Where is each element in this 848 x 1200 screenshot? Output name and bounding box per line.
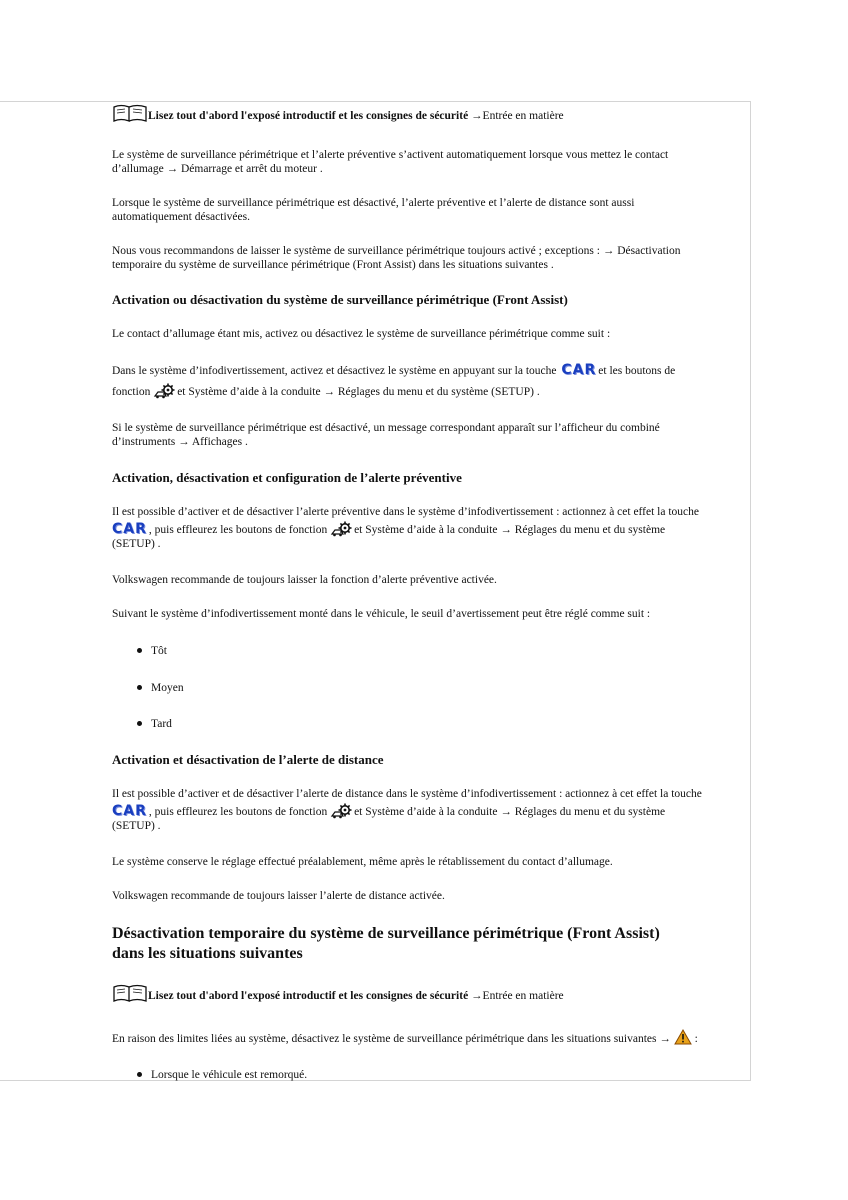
paragraph-line-link[interactable]: temporaire du système de surveillance périmétrique (Front Assist) dans les situations suivantes . <box>112 259 554 271</box>
book-icon <box>112 984 148 1002</box>
paragraph-text: fonction <box>112 386 151 398</box>
paragraph-vw-recommend-distance: Volkswagen recommande de toujours laisser l’alerte de distance activée. <box>112 890 445 902</box>
paragraph-auto-activation <box>112 148 738 176</box>
paragraph-line: (SETUP) . <box>112 538 161 550</box>
list-item-threshold <box>137 681 184 695</box>
list-item-text: Tard <box>151 718 172 730</box>
list-item-text: Moyen <box>151 682 184 694</box>
paragraph-setting-kept: Le système conserve le réglage effectué préalablement, même après le rétablissement du contact d’allumage. <box>112 856 613 868</box>
paragraph-line: (SETUP) . <box>112 820 161 832</box>
gear-car-icon <box>330 521 354 537</box>
paragraph-distance-config <box>112 787 738 833</box>
safety-note-link[interactable]: →Entrée en matière <box>471 110 564 122</box>
car-button-icon: CAR <box>561 362 597 378</box>
paragraph-preventive-config <box>112 505 738 551</box>
heading-line: dans les situations suivantes <box>112 945 303 962</box>
gear-car-icon <box>153 383 177 399</box>
safety-note <box>112 104 738 123</box>
list-item-threshold <box>137 644 167 658</box>
car-button-icon: CAR <box>112 521 147 537</box>
gear-car-icon <box>330 803 354 819</box>
paragraph-line-link[interactable]: d’instruments → Affichages . <box>112 436 248 448</box>
paragraph-text: Dans le système d’infodivertissement, activez et désactivez le système en appuyant sur la touche <box>112 365 557 377</box>
bullet-icon <box>137 685 142 690</box>
paragraph-recommendation <box>112 244 738 272</box>
safety-note-link[interactable]: →Entrée en matière <box>471 990 564 1002</box>
paragraph-deactivation-effect <box>112 196 738 224</box>
paragraph-system-limits <box>112 1029 738 1046</box>
paragraph-text: : <box>694 1033 698 1045</box>
bullet-icon <box>137 648 142 653</box>
paragraph-line-link[interactable]: Nous vous recommandons de laisser le système de surveillance périmétrique toujours activé ; exceptions : → Désactivation <box>112 245 681 257</box>
paragraph-text-link[interactable]: et Système d’aide à la conduite → Réglages du menu et du système <box>354 524 666 536</box>
bullet-icon <box>137 1072 142 1077</box>
paragraph-message <box>112 421 738 449</box>
paragraph-line: Il est possible d’activer et de désactiver l’alerte de distance dans le système d’infodivertissement : actionnez à cet effet la touche <box>112 788 702 800</box>
heading-temporary-deactivation <box>112 924 738 964</box>
safety-note-text: Lisez tout d'abord l'exposé introductif et les consignes de sécurité <box>148 110 469 122</box>
paragraph-text: En raison des limites liées au système, désactivez le système de surveillance périmétrique dans les situations suivantes → <box>112 1033 671 1045</box>
paragraph-text: , puis effleurez les boutons de fonction <box>148 806 328 818</box>
book-icon <box>112 104 148 122</box>
paragraph-infotainment <box>112 361 738 403</box>
heading-preventive-alert: Activation, désactivation et configuration de l’alerte préventive <box>112 470 462 485</box>
warning-icon[interactable] <box>674 1029 692 1045</box>
heading-line: Désactivation temporaire du système de surveillance périmétrique (Front Assist) <box>112 925 660 942</box>
list-item-text: Lorsque le véhicule est remorqué. <box>151 1069 308 1081</box>
heading-activation: Activation ou désactivation du système de surveillance périmétrique (Front Assist) <box>112 292 568 307</box>
paragraph-line: Le système de surveillance périmétrique et l’alerte préventive s’activent automatiquement lorsque vous mettez le contact <box>112 149 669 161</box>
paragraph-threshold: Suivant le système d’infodivertissement monté dans le véhicule, le seuil d’avertissement peut être réglé comme suit : <box>112 608 651 620</box>
paragraph-ignition: Le contact d’allumage étant mis, activez ou désactivez le système de surveillance périmétrique comme suit : <box>112 328 611 340</box>
list-item-threshold <box>137 717 172 731</box>
paragraph-text-link[interactable]: et Système d’aide à la conduite → Réglages du menu et du système (SETUP) . <box>177 386 540 398</box>
paragraph-vw-recommend-preventive: Volkswagen recommande de toujours laisser la fonction d’alerte préventive activée. <box>112 574 497 586</box>
paragraph-line: Si le système de surveillance périmétrique est désactivé, un message correspondant apparaît sur l’afficheur du combiné <box>112 422 660 434</box>
list-item-text: Tôt <box>151 645 167 657</box>
paragraph-line: Il est possible d’activer et de désactiver l’alerte préventive dans le système d’infodivertissement : actionnez à cet effet la touche <box>112 506 700 518</box>
paragraph-line: automatiquement désactivées. <box>112 211 250 223</box>
heading-distance-alert: Activation et désactivation de l’alerte de distance <box>112 752 384 767</box>
paragraph-line-link[interactable]: d’allumage → Démarrage et arrêt du moteur . <box>112 163 323 175</box>
paragraph-text-link[interactable]: et Système d’aide à la conduite → Réglages du menu et du système <box>354 806 666 818</box>
safety-note-text: Lisez tout d'abord l'exposé introductif et les consignes de sécurité <box>148 990 469 1002</box>
paragraph-text: , puis effleurez les boutons de fonction <box>148 524 328 536</box>
bullet-icon <box>137 721 142 726</box>
paragraph-line: Lorsque le système de surveillance périmétrique est désactivé, l’alerte préventive et l’alerte de distance sont aussi <box>112 197 635 209</box>
list-item-situation <box>137 1068 307 1082</box>
paragraph-text: et les boutons de <box>598 365 676 377</box>
safety-note <box>112 984 738 1003</box>
car-button-icon: CAR <box>112 803 147 819</box>
